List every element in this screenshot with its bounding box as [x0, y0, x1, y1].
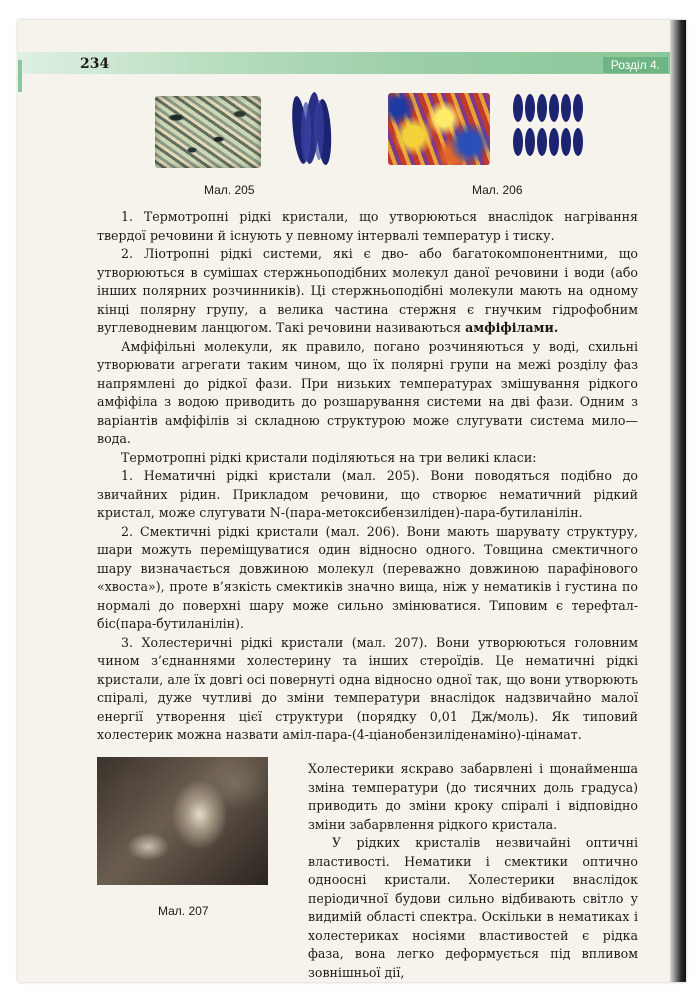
paragraph-thermotropic: 1. Термотропні рідкі кристали, що утворюються внаслідок нагрівання твердої речовини й існують у певному інтервалі температур і тиску. [97, 209, 638, 243]
header-band [18, 52, 670, 74]
figure-205-nematic-texture-image [155, 96, 261, 168]
paragraph-nematic: 1. Нематичні рідкі кристали (мал. 205). Вони поводяться подібно до звичайних рідин. Прикладом речовини, що створює нематичний рідкий кристал, може слугувати N-(пара-метоксибензиліден)-пара-бутиланілін. [97, 468, 638, 520]
paragraph-colors: Холестерики яскраво забарвлені і щонайменша зміна температури (до тисячних доль градуса) приводить до зміни кроку спіралі і відповідно зміни забарвлення рідкого кристала. [308, 761, 638, 832]
figure-205-rods-illustration [286, 88, 336, 174]
figure-206-smectic-texture-image [388, 93, 490, 165]
figure-206-layered-rods-illustration [508, 92, 590, 160]
term-amphiphiles: амфіфілами. [465, 320, 559, 335]
page-edge-shadow [670, 20, 686, 982]
paragraph-lyotropic-text: 2. Ліотропні рідкі системи, які є дво- або багатокомпонентними, що утворюються в сумішах стержньоподібних молекул даної речовини і води (або інших полярних розчинників). Ці стержньоподібні молекули мають на одному кінці полярну групу, а велика частина стержня є гнучким гідрофобним вуглеводневим ланцюгом. Такі речовини називаються [97, 246, 638, 335]
paragraph-optical: У рідких кристалів незвичайні оптичні властивості. Нематики і смектики оптично одноосні кристали. Холестерики внаслідок періодичної будови сильно відбивають світло у видимій області спектра. Оскільки в нематиках і холестериках носіями властивостей є рідка фаза, вона легко деформується під впливом зовнішньої дії, [308, 835, 638, 980]
margin-marker [18, 60, 22, 92]
page-number: 234 [80, 56, 110, 72]
paragraph-amphiphilic: Амфіфільні молекули, як правило, погано розчиняються у воді, схильні утворювати агрегати таким чином, що їх полярні групи на межі розділу фаз напрямлені до рідкої фази. При низьких температурах змішування рідкого амфіфіла з водою приводить до розшарування системи на дві фази. Одним з варіантів амфіфілів зі складною структурою може слугувати система мило—вода. [97, 338, 638, 446]
paragraph-lyotropic [97, 245, 638, 338]
figure-205-caption: Мал. 205 [204, 183, 255, 197]
figure-207-cholesteric-photo [97, 757, 268, 885]
paragraph-classes-intro: Термотропні рідкі кристали поділяються на три великі класи: [121, 449, 537, 465]
figure-207-caption: Мал. 207 [158, 904, 209, 918]
book-page [18, 20, 686, 982]
paragraph-smectic: 2. Смектичні рідкі кристали (мал. 206). Вони мають шарувату структуру, шари можуть переміщуватися один відносно одного. Товщина смектичного шару визначається довжиною молекул (переважно довжиною парафінового «хвоста»), проте в’язкість смектиків значно вища, ніж у нематиків і густина по нормалі до поверхні шару може сильно змінюватися. Типовим є терефтал-біс(пара-бутиланілін). [97, 523, 638, 631]
section-label: Розділ 4. [603, 57, 668, 73]
paragraph-cholesteric: 3. Холестеричні рідкі кристали (мал. 207). Вони утворюються головним чином з’єднаннями холестерину та інших стероїдів. Це нематичні рідкі кристали, але їх довгі осі повернуті одна відносно одної так, що вони утворюють спіралі, дуже чутливі до зміни температури внаслідок надзвичайно малої енергії утворення цієї структури (порядку 0,01 Дж/моль). Як типовий холестерик можна назвати аміл-пара-(4-ціанобензиліденаміно)-цінамат. [97, 634, 638, 742]
side-text [308, 760, 638, 982]
figure-206-caption: Мал. 206 [472, 183, 523, 197]
main-text [97, 208, 638, 745]
